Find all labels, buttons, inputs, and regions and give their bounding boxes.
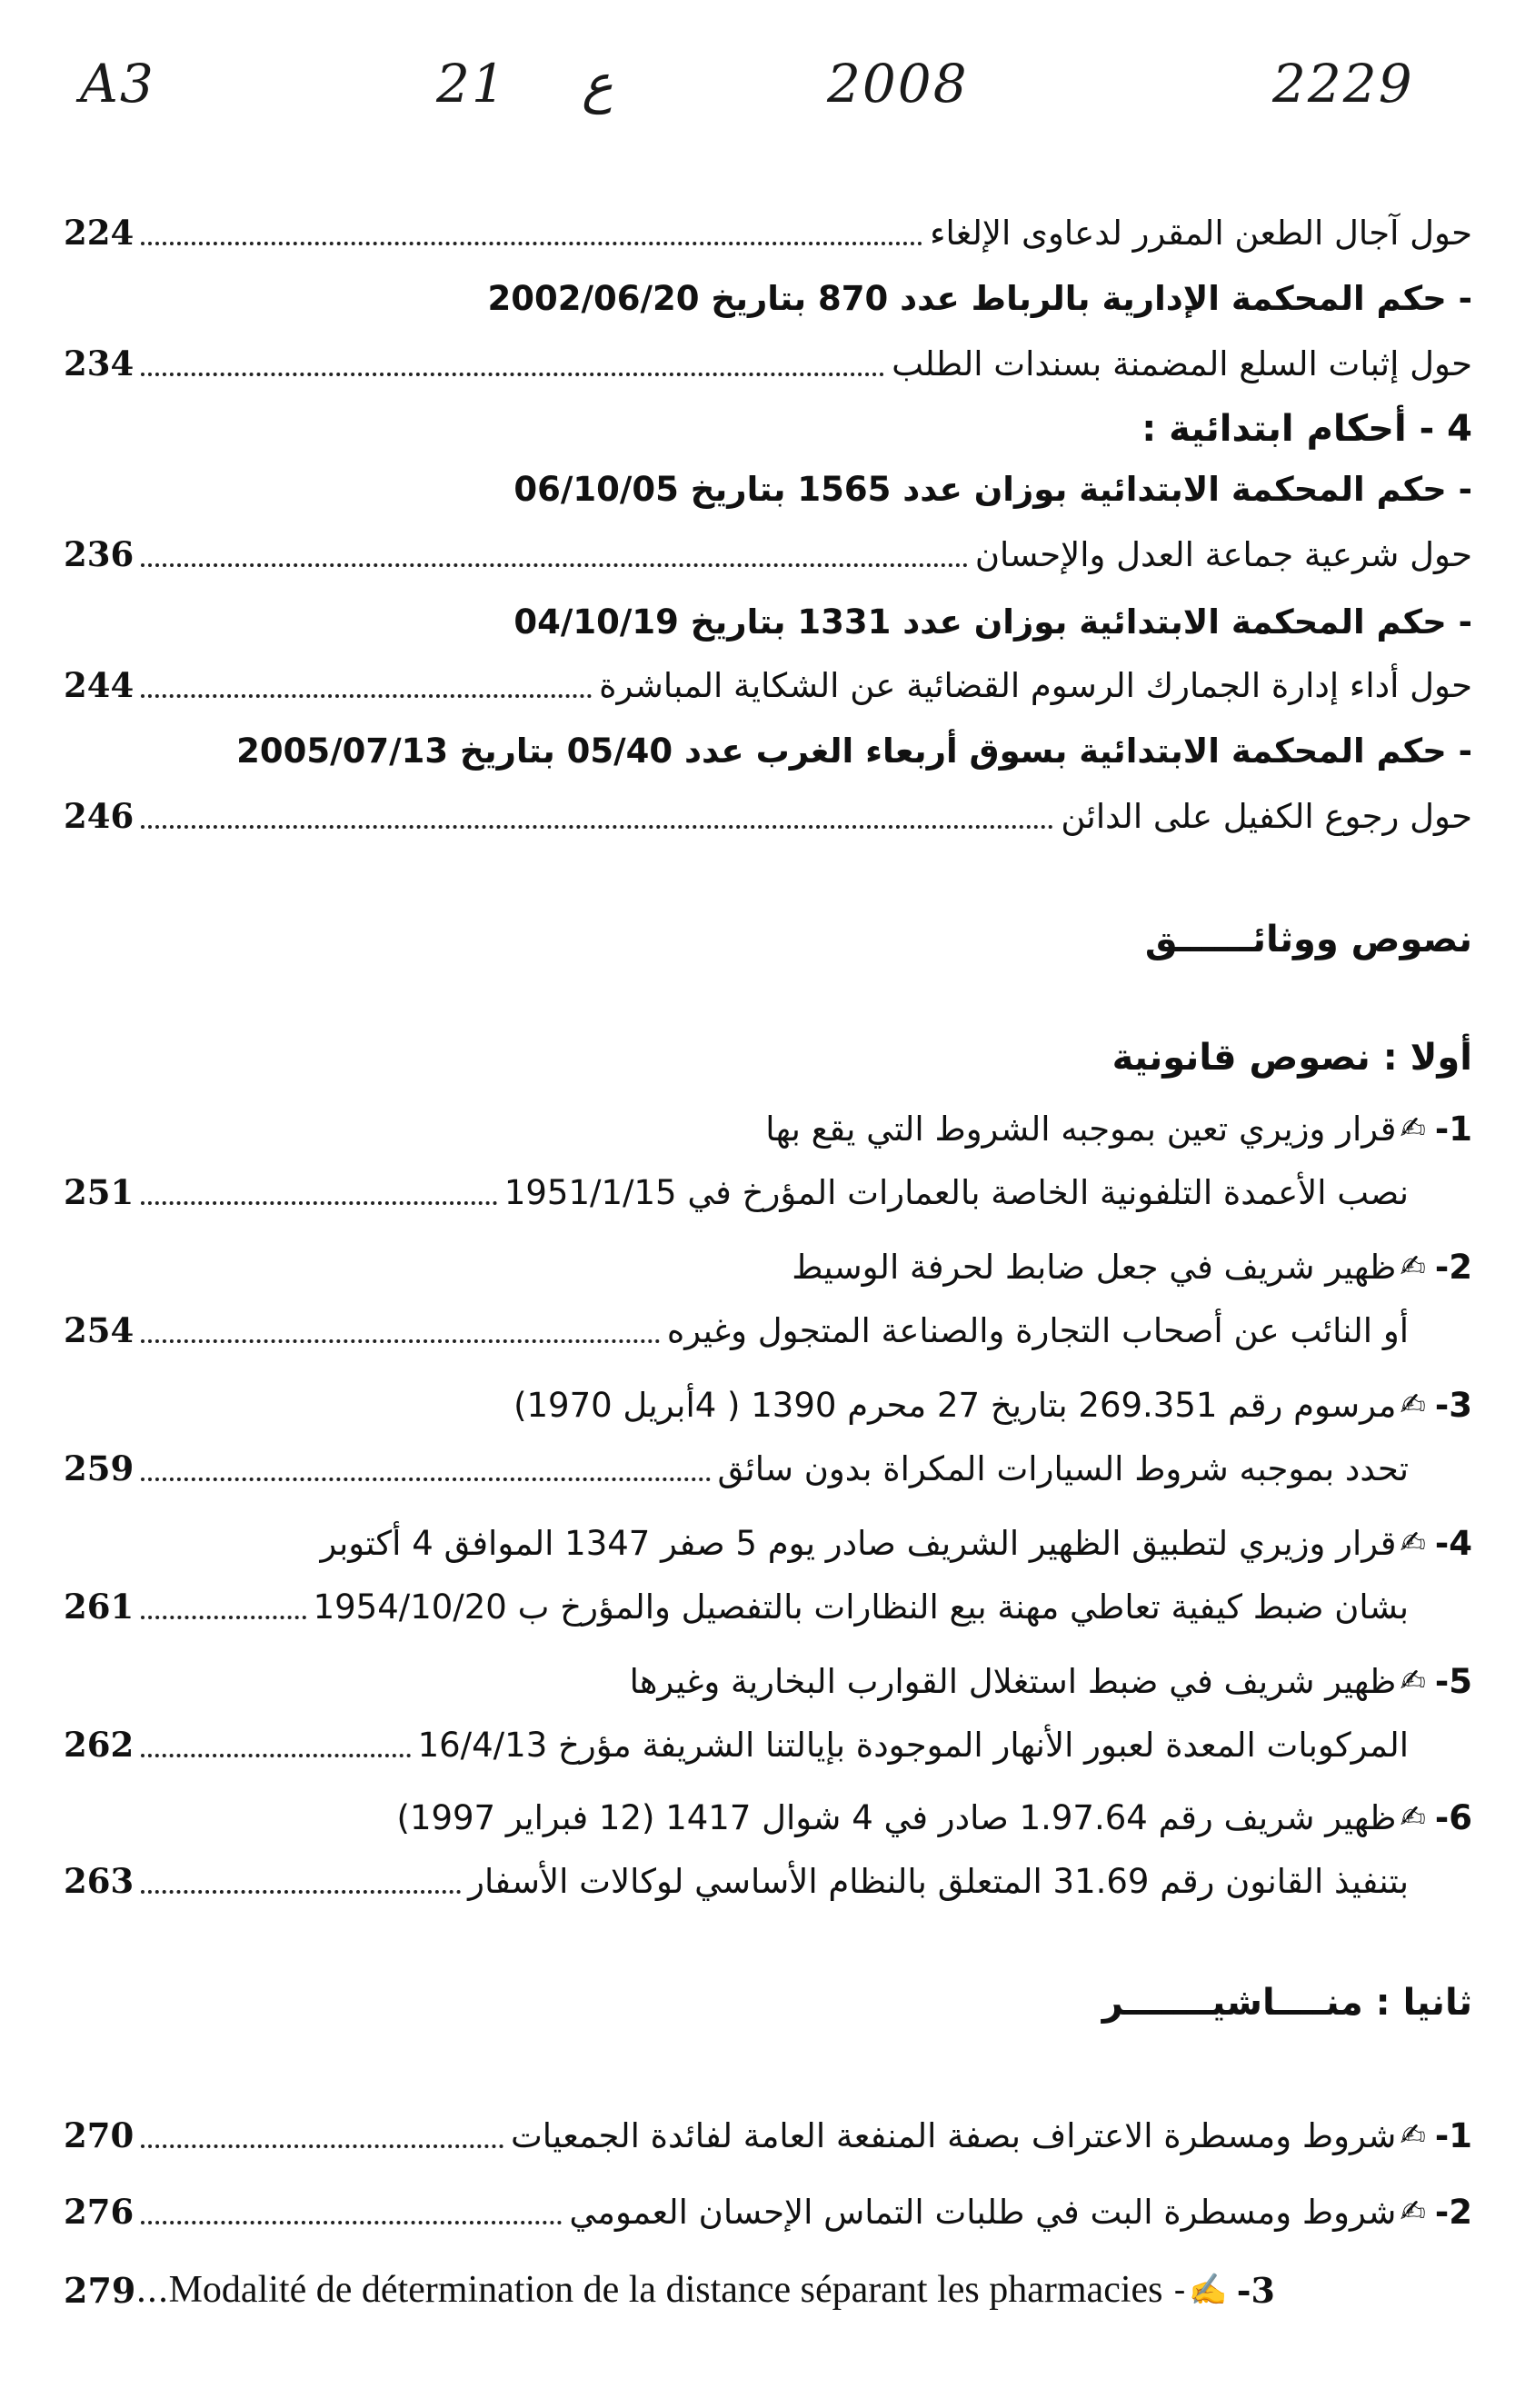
item-text: نصب الأعمدة التلفونية الخاصة بالعمارات المؤرخ في 1951/1/15 (503, 1172, 1409, 1212)
page-number: 261 (64, 1587, 135, 1627)
handwritten-annotation: ع (582, 53, 613, 114)
page-number: 263 (64, 1861, 135, 1901)
page-number: 279 (64, 2269, 136, 2311)
circular-item (64, 2105, 1472, 2166)
toc-entry-text: - حكم المحكمة الابتدائية بوزان عدد 1565 بتاريخ 06/10/05 (513, 469, 1472, 509)
writing-hand-icon: ✍ (1400, 1799, 1426, 1836)
dot-leader (141, 1201, 497, 1205)
legal-text-item-cont (64, 1161, 1472, 1223)
item-text: شروط ومسطرة الاعتراف بصفة المنفعة العامة لفائدة الجمعيات (510, 2115, 1397, 2155)
item-number: -3 (1236, 2269, 1275, 2311)
handwritten-annotation: 21 (436, 53, 507, 114)
item-number: 4- (1434, 1523, 1472, 1563)
dot-leader (141, 1754, 410, 1757)
writing-hand-icon: ✍ (1400, 2194, 1426, 2230)
toc-entry (64, 267, 1472, 329)
page-number: 262 (64, 1725, 135, 1765)
toc-entry (64, 458, 1472, 520)
toc-entry (64, 333, 1472, 394)
item-number: 3- (1434, 1385, 1472, 1425)
item-text: أو النائب عن أصحاب التجارة والصناعة المتجول وغيره (666, 1310, 1409, 1350)
toc-entry-text: حول رجوع الكفيل على الدائن (1061, 796, 1472, 836)
toc-entry-text: - حكم المحكمة الابتدائية بسوق أربعاء الغرب عدد 05/40 بتاريخ 2005/07/13 (236, 731, 1472, 771)
page-number: 224 (64, 213, 135, 253)
page-number: 251 (64, 1172, 135, 1212)
legal-text-item (64, 1786, 1472, 1848)
item-text: ظهير شريف في ضبط استغلال القوارب البخارية وغيرها (629, 1661, 1397, 1701)
item-text: ظهير شريف رقم 1.97.64 صادر في 4 شوال 1417 (12 فبراير 1997) (396, 1797, 1397, 1837)
part2-title-text: ثانيا : منــــاشيـــــــر (1101, 1982, 1472, 2024)
writing-hand-icon: ✍ (1400, 1663, 1426, 1699)
part1-title (64, 1027, 1472, 1089)
item-text: Modalité de détermination de la distance séparant les pharmacies (168, 2269, 1163, 2311)
dot-leader (141, 1478, 710, 1481)
item-number: 2- (1434, 2192, 1472, 2232)
item-number: 2- (1434, 1247, 1472, 1287)
item-text: المركوبات المعدة لعبور الأنهار الموجودة بإيالتنا الشريفة مؤرخ 16/4/13 (417, 1725, 1409, 1765)
item-text: تحدد بموجبه شروط السيارات المكراة بدون سائق (717, 1448, 1409, 1488)
part2-title (64, 1972, 1472, 2034)
page-number: 244 (64, 665, 135, 705)
page-number: 254 (64, 1310, 135, 1350)
toc-entry-text: حول أداء إدارة الجمارك الرسوم القضائية عن الشكاية المباشرة (599, 665, 1472, 705)
toc-entry-text: - حكم المحكمة الابتدائية بوزان عدد 1331 بتاريخ 04/10/19 (513, 602, 1472, 642)
writing-hand-icon: ✍ (1400, 1525, 1426, 1561)
dot-leader (141, 1616, 305, 1619)
toc-entry-text: حول إثبات السلع المضمنة بسندات الطلب (892, 343, 1472, 383)
item-number: 1- (1434, 1109, 1472, 1149)
item-number: 6- (1434, 1797, 1472, 1837)
writing-hand-icon: ✍ (1400, 2117, 1426, 2154)
toc-heading-text: 4 - أحكام ابتدائية : (1141, 408, 1472, 450)
toc-entry-text: حول شرعية جماعة العدل والإحسان (974, 534, 1472, 574)
toc-entry (64, 785, 1472, 847)
item-text: بشان ضبط كيفية تعاطي مهنة بيع النظارات بالتفصيل والمؤرخ ب 1954/10/20 (313, 1587, 1409, 1627)
page-number: 234 (64, 343, 135, 383)
dot-leader (141, 694, 592, 698)
legal-text-item (64, 1374, 1472, 1436)
section-title-text: نصوص ووثائــــــق (1144, 919, 1472, 960)
page-number: 259 (64, 1448, 135, 1488)
page-number: 246 (64, 796, 135, 836)
toc-heading (64, 398, 1472, 460)
dot-leader (141, 2144, 503, 2148)
writing-hand-icon: ✍ (1189, 2272, 1228, 2308)
dot-leader (141, 1890, 461, 1894)
toc-entry (64, 720, 1472, 781)
writing-hand-icon: ✍ (1400, 1387, 1426, 1423)
legal-text-item (64, 1512, 1472, 1574)
page-number: 276 (64, 2192, 135, 2232)
dash: - (1162, 2270, 1186, 2310)
page-number: 236 (64, 534, 135, 574)
item-text: قرار وزيري لتطبيق الظهير الشريف صادر يوم 5 صفر 1347 الموافق 4 أكتوبر (320, 1523, 1397, 1563)
dot-leader (141, 1339, 660, 1343)
writing-hand-icon: ✍ (1400, 1249, 1426, 1285)
item-text: بتنفيذ القانون رقم 31.69 المتعلق بالنظام الأساسي لوكالات الأسفار (468, 1861, 1409, 1901)
legal-text-item (64, 1236, 1472, 1298)
dot-leader (141, 373, 884, 376)
legal-text-item-cont (64, 1299, 1472, 1361)
toc-entry (64, 202, 1472, 264)
dot-leader (141, 563, 968, 567)
dot-leader (141, 2221, 562, 2224)
part1-title-text: أولا : نصوص قانونية (1111, 1037, 1472, 1079)
legal-text-item-cont (64, 1714, 1472, 1776)
toc-entry-text: - حكم المحكمة الإدارية بالرباط عدد 870 بتاريخ 2002/06/20 (487, 278, 1472, 318)
page-number: 270 (64, 2115, 135, 2155)
legal-text-item-cont (64, 1438, 1472, 1499)
toc-entry (64, 654, 1472, 716)
item-text: شروط ومسطرة البت في طلبات التماس الإحسان العمومي (569, 2192, 1397, 2232)
toc-entry-text: حول آجال الطعن المقرر لدعاوى الإلغاء (930, 213, 1472, 253)
toc-entry (64, 523, 1472, 585)
legal-text-item-cont (64, 1576, 1472, 1637)
item-number: 5- (1434, 1661, 1472, 1701)
handwritten-annotation: A3 (80, 53, 155, 114)
item-text: ظهير شريف في جعل ضابط لحرفة الوسيط (792, 1247, 1397, 1287)
dot-leader: ... (135, 2270, 169, 2310)
circular-item (64, 2181, 1472, 2243)
item-text: قرار وزيري تعين بموجبه الشروط التي يقع بها (765, 1109, 1397, 1149)
writing-hand-icon: ✍ (1400, 1110, 1426, 1147)
item-number: 1- (1434, 2115, 1472, 2155)
dot-leader (141, 242, 922, 245)
item-text: مرسوم رقم 269.351 بتاريخ 27 محرم 1390 ( 4أبريل 1970) (513, 1385, 1397, 1425)
legal-text-item-cont (64, 1850, 1472, 1912)
section-title (64, 909, 1472, 970)
dot-leader (141, 825, 1053, 829)
legal-text-item (64, 1098, 1472, 1159)
toc-entry (64, 591, 1472, 652)
handwritten-annotation: 2008 (827, 53, 969, 114)
legal-text-item (64, 1650, 1472, 1712)
circular-item-french (64, 2259, 1472, 2321)
handwritten-annotation: 2229 (1272, 53, 1414, 114)
